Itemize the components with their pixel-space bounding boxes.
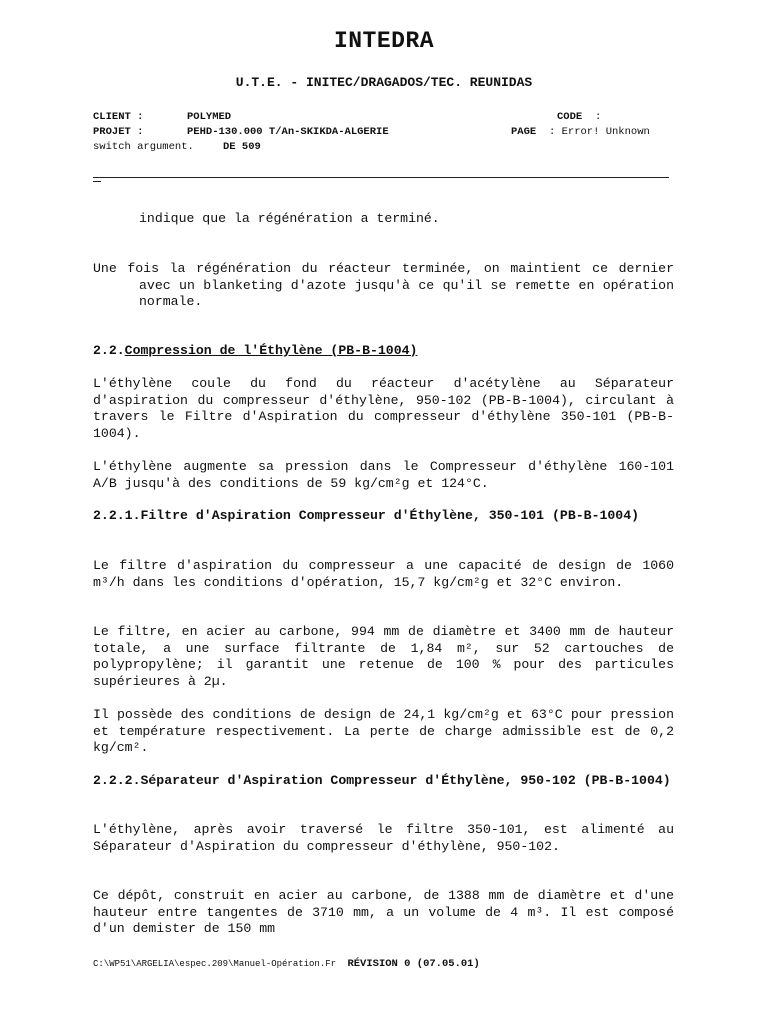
section-heading-2-2-2: 2.2.2.Séparateur d'Aspiration Compresseur d'Éthylène, 950-102 (PB-B-1004) — [93, 773, 671, 788]
section-title: Compression de l'Éthylène (PB-B-1004) — [124, 343, 418, 358]
document-subtitle: U.T.E. - INITEC/DRAGADOS/TEC. REUNIDAS — [235, 75, 533, 90]
paragraph: Il possède des conditions de design de 24,1 kg/cm²g et 63°C pour pression et température respectivement. La perte de charge admissible est de 0,2 kg/cm². — [93, 707, 674, 755]
meta-row-page-cont — [93, 140, 678, 155]
footer-revision: RÉVISION 0 (07.05.01) — [347, 958, 480, 970]
meta-row-projet — [93, 125, 678, 140]
paragraph-block — [93, 822, 674, 855]
paragraph-block — [93, 558, 674, 591]
section-heading-block — [93, 773, 674, 790]
code-label: CODE — [557, 111, 583, 123]
projet-label: PROJET : — [93, 126, 144, 138]
footer-file-path: C:\WP51\ARGELIA\espec.209\Manuel-Opération.Fr — [93, 959, 337, 969]
document-meta — [93, 110, 678, 155]
client-value: POLYMED — [187, 111, 232, 123]
paragraph: indique que la régénération a terminé. — [139, 211, 440, 226]
paragraph-block — [93, 888, 674, 938]
section-heading-block — [93, 508, 674, 525]
document-title: INTEDRA — [333, 28, 435, 54]
page-value: : Error! Unknown — [549, 126, 650, 138]
paragraph-block — [93, 707, 674, 757]
code-separator: : — [595, 111, 602, 123]
paragraph-block — [93, 459, 674, 492]
paragraph: Une fois la régénération du réacteur terminée, on maintient ce dernier avec un blanketing d'azote jusqu'à ce qu'il se remette en opération normale. — [93, 261, 674, 309]
paragraph: L'éthylène augmente sa pression dans le Compresseur d'éthylène 160-101 A/B jusqu'à des conditions de 59 kg/cm²g et 124°C. — [93, 459, 674, 491]
paragraph: Le filtre d'aspiration du compresseur a une capacité de design de 1060 m³/h dans les conditions d'opération, 15,7 kg/cm²g et 32°C environ. — [93, 558, 674, 590]
section-number: 2.2. — [93, 343, 125, 358]
meta-row-client — [93, 110, 678, 125]
paragraph-block — [93, 261, 674, 311]
paragraph-block — [93, 624, 674, 690]
client-label: CLIENT : — [93, 111, 144, 123]
paragraph: Le filtre, en acier au carbone, 994 mm de diamètre et 3400 mm de hauteur totale, a une surface filtrante de 1,84 m², sur 52 cartouches de polypropylène; il garantit une retenue de 100 % pour des particules supérieures à 2µ. — [93, 624, 674, 689]
section-heading-2-2-1: 2.2.1.Filtre d'Aspiration Compresseur d'Éthylène, 350-101 (PB-B-1004) — [93, 508, 640, 523]
section-heading-block — [93, 343, 674, 360]
header-divider — [93, 177, 669, 178]
page-total: DE 509 — [223, 141, 261, 153]
section-heading-2-2 — [93, 343, 674, 360]
paragraph: Ce dépôt, construit en acier au carbone, de 1388 mm de diamètre et d'une hauteur entre tangentes de 3710 mm, a un volume de 4 m³. Il est composé d'un demister de 150 mm — [93, 888, 674, 936]
page-footer — [93, 958, 480, 970]
header-divider-tail — [93, 181, 101, 182]
document-body — [93, 211, 674, 228]
page-label: PAGE — [511, 126, 537, 138]
paragraph: L'éthylène coule du fond du réacteur d'acétylène au Séparateur d'aspiration du compresseur d'éthylène, 950-102 (PB-B-1004), circulant à travers le Filtre d'Aspiration du compresseur d'éthylène 350-101 (PB-B-1004). — [93, 376, 674, 441]
paragraph-block — [93, 376, 674, 442]
page-value-continued: switch argument. — [93, 141, 194, 153]
projet-value: PEHD-130.000 T/An-SKIKDA-ALGERIE — [187, 126, 389, 138]
paragraph: L'éthylène, après avoir traversé le filtre 350-101, est alimenté au Séparateur d'Aspiration du compresseur d'éthylène, 950-102. — [93, 822, 674, 854]
